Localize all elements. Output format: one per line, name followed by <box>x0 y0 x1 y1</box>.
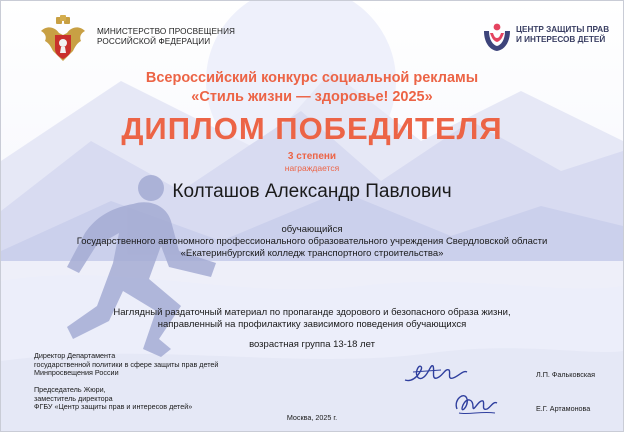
awarded-label: награждается <box>284 163 340 173</box>
work-description-line-1: Наглядный раздаточный материал по пропаганде здорового и безопасного образа жизни, <box>113 307 511 318</box>
institution-line-2: «Екатеринбургский колледж транспортного строительства» <box>180 248 444 259</box>
signatory-1-position-line: Директор Департамента <box>34 351 116 360</box>
diploma-title: ДИПЛОМ ПОБЕДИТЕЛЯ <box>121 111 503 146</box>
signatory-2-position <box>34 386 192 412</box>
ministry-name <box>97 27 235 47</box>
recipient-name: Колташов Александр Павлович <box>172 181 452 202</box>
signature-icon <box>401 358 471 388</box>
signatory-2-position-line: ФГБУ «Центр защиты прав и интересов детей» <box>34 402 193 412</box>
center-logo-icon <box>481 21 513 53</box>
center-org-name <box>516 25 609 45</box>
contest-title-line-2: «Стиль жизни — здоровье! 2025» <box>191 89 433 105</box>
contest-title-line-1: Всероссийский конкурс социальной рекламы <box>145 70 479 86</box>
center-line-2: И ИНТЕРЕСОВ ДЕТЕЙ <box>516 35 606 44</box>
center-line-1: ЦЕНТР ЗАЩИТЫ ПРАВ <box>516 25 610 34</box>
signatory-1-position-line: Минпросвещения России <box>34 368 119 378</box>
signatory-2-position-line: Председатель Жюри, <box>34 385 106 394</box>
age-group: возрастная группа 13-18 лет <box>249 339 375 350</box>
ministry-line-1: МИНИСТЕРСТВО ПРОСВЕЩЕНИЯ <box>97 27 236 36</box>
signatory-1-name: Л.П. Фальковская <box>536 370 596 379</box>
ministry-line-2: РОССИЙСКОЙ ФЕДЕРАЦИИ <box>97 37 211 46</box>
signatory-1-position <box>34 352 218 378</box>
signatory-1-position-line: государственной политики в сфере защиты прав детей <box>34 359 219 369</box>
work-description-line-2: направленный на профилактику зависимого поведения обучающихся <box>157 319 467 330</box>
recipient-status: обучающийся <box>281 224 343 235</box>
place-and-date: Москва, 2025 г. <box>286 413 338 422</box>
coat-of-arms-icon <box>37 15 89 65</box>
signatory-2-position-line: заместитель директора <box>34 393 113 403</box>
signatory-2-name: Е.Г. Артамонова <box>536 404 591 413</box>
institution-line-1: Государственного автономного профессионального образовательного учреждения Свердловской области <box>76 236 548 247</box>
diploma-degree: 3 степени <box>287 151 337 162</box>
